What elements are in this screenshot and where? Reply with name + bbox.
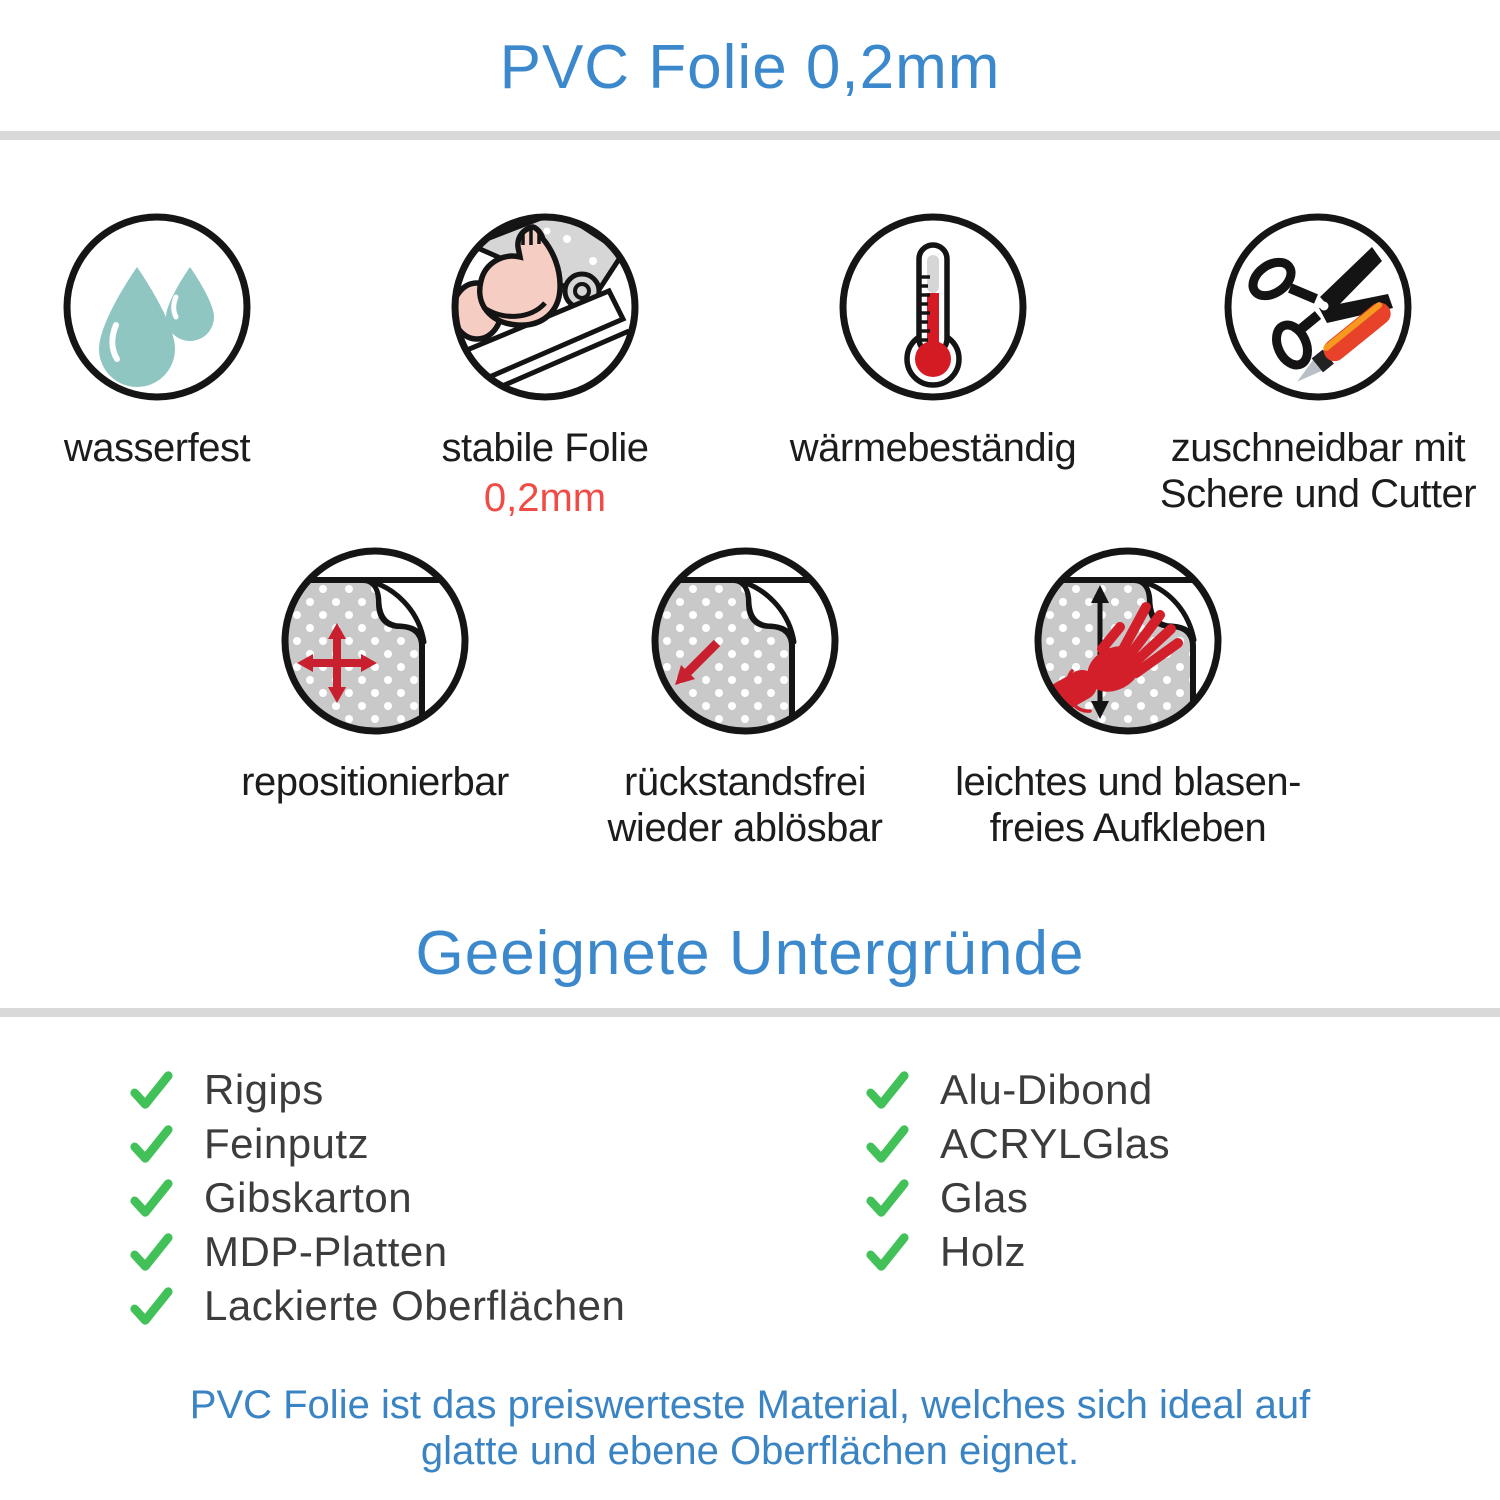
surface-list-item [128, 1171, 625, 1225]
feature-label: wärmebeständig [789, 426, 1077, 470]
surface-name: ACRYLGlas [940, 1120, 1171, 1167]
check-icon [128, 1121, 174, 1167]
surface-name: Rigips [204, 1066, 324, 1113]
foil-move-arrows-icon [277, 543, 473, 739]
section-title-untergruende: Geeignete Untergründe [415, 919, 1085, 988]
surface-list-right [864, 1063, 1170, 1279]
feature-repositionierbar [195, 543, 555, 805]
surface-list-item [128, 1225, 625, 1279]
surface-list-item [128, 1063, 625, 1117]
surface-name: Glas [940, 1174, 1029, 1221]
check-icon [864, 1067, 910, 1113]
foil-peel-arrow-icon [647, 543, 843, 739]
surface-name: Alu-Dibond [940, 1066, 1153, 1113]
page-title: PVC Folie 0,2mm [499, 33, 1001, 102]
feature-label: repositionierbar [241, 760, 509, 804]
thermometer-icon [835, 209, 1031, 405]
check-icon [864, 1121, 910, 1167]
feature-waermebestaendig [753, 209, 1113, 471]
feature-wasserfest [0, 209, 337, 471]
feature-label: zuschneidbar mit Schere und Cutter [1159, 426, 1477, 517]
scissors-cutter-icon [1220, 209, 1416, 405]
muscle-arm-foil-roll-icon [447, 209, 643, 405]
surface-list-item [128, 1279, 625, 1333]
divider-top [0, 131, 1500, 140]
check-icon [128, 1067, 174, 1113]
surface-list-left [128, 1063, 625, 1333]
check-icon [128, 1229, 174, 1275]
surface-list-item [864, 1225, 1170, 1279]
surface-name: Lackierte Oberflächen [204, 1282, 626, 1329]
feature-label: stabile Folie [441, 426, 649, 470]
hand-smoothing-foil-icon [1030, 543, 1226, 739]
surface-name: Gibskarton [204, 1174, 413, 1221]
surface-list-item [864, 1117, 1170, 1171]
feature-label: leichtes und blasen- freies Aufkleben [955, 760, 1301, 851]
footer-note: PVC Folie ist das preiswerteste Material, welches sich ideal auf glatte und ebene Oberflächen eignet. [189, 1383, 1311, 1473]
check-icon [864, 1229, 910, 1275]
surface-name: Holz [940, 1228, 1027, 1275]
feature-label: rückstandsfrei wieder ablösbar [607, 760, 883, 851]
surface-list-item [864, 1063, 1170, 1117]
surface-name: MDP-Platten [204, 1228, 448, 1275]
feature-blasenfreies-aufkleben [948, 543, 1308, 852]
check-icon [128, 1175, 174, 1221]
feature-label: wasserfest [63, 426, 251, 470]
foil-thickness-value: 0,2mm [483, 476, 607, 521]
surface-name: Feinputz [204, 1120, 370, 1167]
water-drops-icon [59, 209, 255, 405]
check-icon [128, 1283, 174, 1329]
surface-list-item [864, 1171, 1170, 1225]
feature-zuschneidbar [1138, 209, 1498, 518]
divider-bottom [0, 1008, 1500, 1017]
feature-rueckstandsfrei [565, 543, 925, 852]
surface-list-item [128, 1117, 625, 1171]
feature-stabile-folie [365, 209, 725, 521]
check-icon [864, 1175, 910, 1221]
